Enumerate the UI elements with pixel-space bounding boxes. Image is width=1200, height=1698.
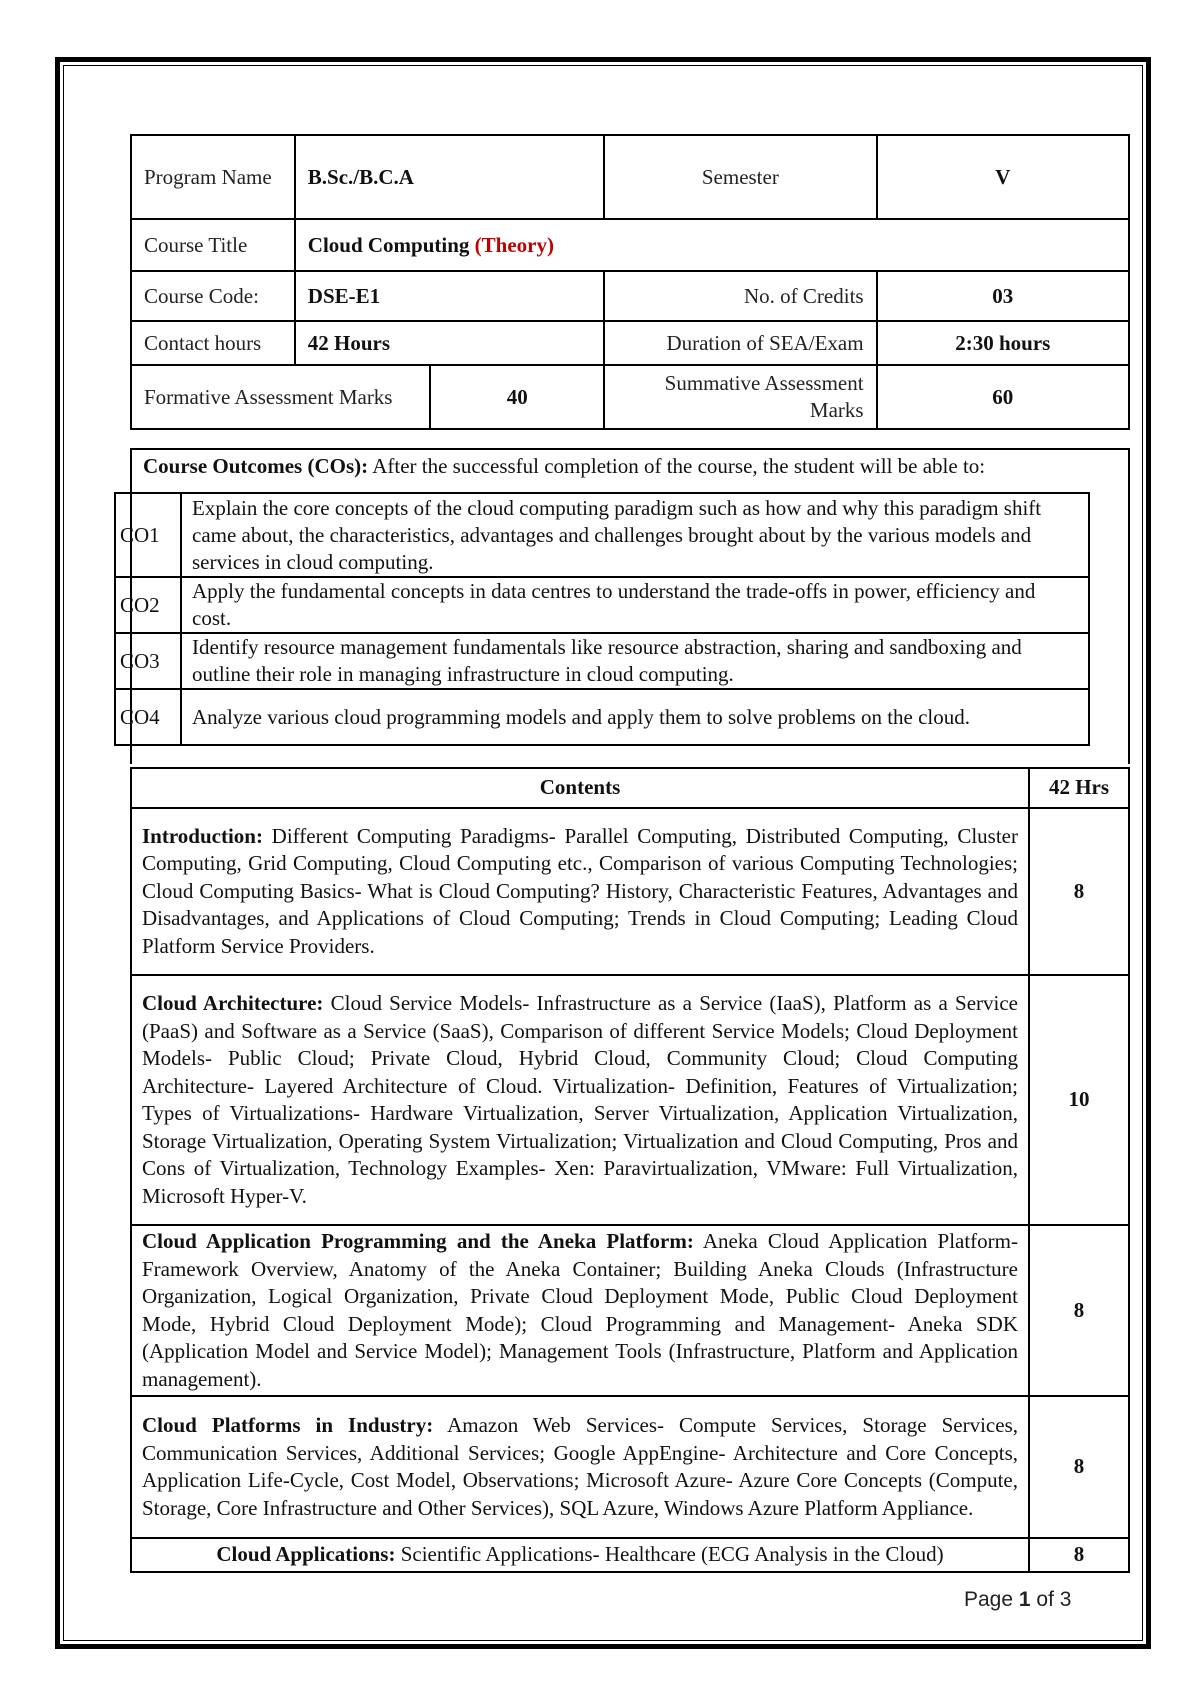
unit-text: Aneka Cloud Application Platform- Framework Overview, Anatomy of the Aneka Container; Building Aneka Clouds (Infrastructure Organization, Logical Organization, Private Cloud Deployment Mode, Public Cloud Deployment Mode, Hybrid Cloud Deployment Mode); Cloud Programming and Management- Aneka SDK (Application Model and Service Model); Management Tools (Infrastructure, Platform and Application management). [142,1229,1018,1391]
course-code-value: DSE-E1 [295,271,604,321]
formative-label: Formative Assessment Marks [131,365,430,429]
summative-label: Summative Assessment Marks [604,365,876,429]
outcome-text: Apply the fundamental concepts in data centres to understand the trade-offs in power, efficiency and cost. [181,577,1089,633]
program-name-label: Program Name [131,135,295,219]
unit-text: Amazon Web Services- Compute Services, Storage Services, Communication Services, Additional Services; Google AppEngine- Architecture and Core Concepts, Application Life-Cycle, Cost Model, Observations; Microsoft Azure- Azure Core Concepts (Compute, Storage, Core Infrastructure and Other Services), SQL Azure, Windows Azure Platform Appliance. [142,1413,1018,1520]
course-outcomes-intro [143,452,985,480]
unit-hours: 8 [1029,1225,1129,1396]
total-hours: 42 Hrs [1029,768,1129,808]
course-code-label: Course Code: [131,271,295,321]
contact-hours-label: Contact hours [131,321,295,365]
course-outcomes-heading: Course Outcomes (COs): [143,454,369,478]
outcome-code: CO1 [115,493,181,577]
unit-description [131,975,1029,1225]
contact-hours-value: 42 Hours [295,321,604,365]
credits-label: No. of Credits [604,271,876,321]
unit-description [131,1225,1029,1396]
of-word: of [1036,1588,1054,1611]
page-number: 1 [1018,1588,1031,1611]
unit-hours: 8 [1029,808,1129,975]
unit-row [131,1538,1129,1572]
unit-hours: 10 [1029,975,1129,1225]
unit-row [131,1225,1129,1396]
duration-value: 2:30 hours [877,321,1129,365]
outcome-code: CO3 [115,633,181,689]
course-title-label: Course Title [131,219,295,271]
unit-title: Introduction: [142,823,263,848]
outcome-text: Explain the core concepts of the cloud computing paradigm such as how and why this paradigm shift came about, the characteristics, advantages and challenges brought about by the various models and services in cloud computing. [181,493,1089,577]
unit-hours: 8 [1029,1538,1129,1572]
unit-title: Cloud Application Programming and the Aneka Platform: [142,1229,694,1253]
credits-value: 03 [877,271,1129,321]
course-title-cell [295,219,1129,271]
outcome-row [115,633,1089,689]
course-title-suffix: (Theory) [474,232,554,257]
outcome-text: Analyze various cloud programming models and apply them to solve problems on the cloud. [181,689,1089,745]
unit-title: Cloud Platforms in Industry: [142,1413,434,1437]
unit-text: Scientific Applications- Healthcare (ECG Analysis in the Cloud) [400,1542,944,1567]
outcome-row [115,689,1089,745]
unit-description [131,1396,1029,1538]
unit-text: Cloud Service Models- Infrastructure as a Service (IaaS), Platform as a Service (PaaS) and Software as a Service (SaaS), Comparison of different Service Models; Cloud Deployment Models- Public Cloud; Private Cloud, Hybrid Cloud, Community Cloud; Cloud Computing Architecture- Layered Architecture of Cloud. Virtualization- Definition, Features of Virtualization; Types of Virtualizations- Hardware Virtualization, Server Virtualization, Application Virtualization, Storage Virtualization, Operating System Virtualization; Virtualization and Cloud Computing, Pros and Cons of Virtualization, Technology Examples- Xen: Paravirtualization, VMware: Full Virtualization, Microsoft Hyper-V. [142,991,1018,1208]
page-footer [964,1588,1071,1612]
outcome-row [115,493,1089,577]
unit-description [131,1538,1029,1572]
summative-value: 60 [877,365,1129,429]
unit-title: Cloud Applications: [216,1542,396,1567]
unit-hours: 8 [1029,1396,1129,1538]
course-info-table [130,134,1130,430]
formative-value: 40 [430,365,604,429]
unit-row [131,975,1129,1225]
course-title-value: Cloud Computing [307,232,470,257]
duration-label: Duration of SEA/Exam [604,321,876,365]
page-word: Page [964,1588,1014,1611]
unit-row [131,1396,1129,1538]
unit-title: Cloud Architecture: [142,991,324,1015]
contents-table [130,767,1130,1573]
unit-description [131,808,1029,975]
program-name-value: B.Sc./B.C.A [295,135,604,219]
outcome-code: CO2 [115,577,181,633]
semester-value: V [877,135,1129,219]
contents-header: Contents [131,768,1029,808]
course-outcomes-text: After the successful completion of the course, the student will be able to: [372,454,986,478]
outcome-row [115,577,1089,633]
course-outcomes-table [114,492,1090,746]
semester-label: Semester [604,135,876,219]
outcome-code: CO4 [115,689,181,745]
total-pages: 3 [1059,1588,1072,1611]
unit-text: Different Computing Paradigms- Parallel Computing, Distributed Computing, Cluster Computing, Grid Computing, Cloud Computing etc., Comparison of various Computing Technologies; Cloud Computing Basics- What is Cloud Computing? History, Characteristic Features, Advantages and Disadvantages, and Applications of Cloud Computing; Trends in Cloud Computing; Leading Cloud Platform Service Providers. [142,823,1019,958]
outcome-text: Identify resource management fundamentals like resource abstraction, sharing and sandboxing and outline their role in managing infrastructure in cloud computing. [181,633,1089,689]
unit-row [131,808,1129,975]
